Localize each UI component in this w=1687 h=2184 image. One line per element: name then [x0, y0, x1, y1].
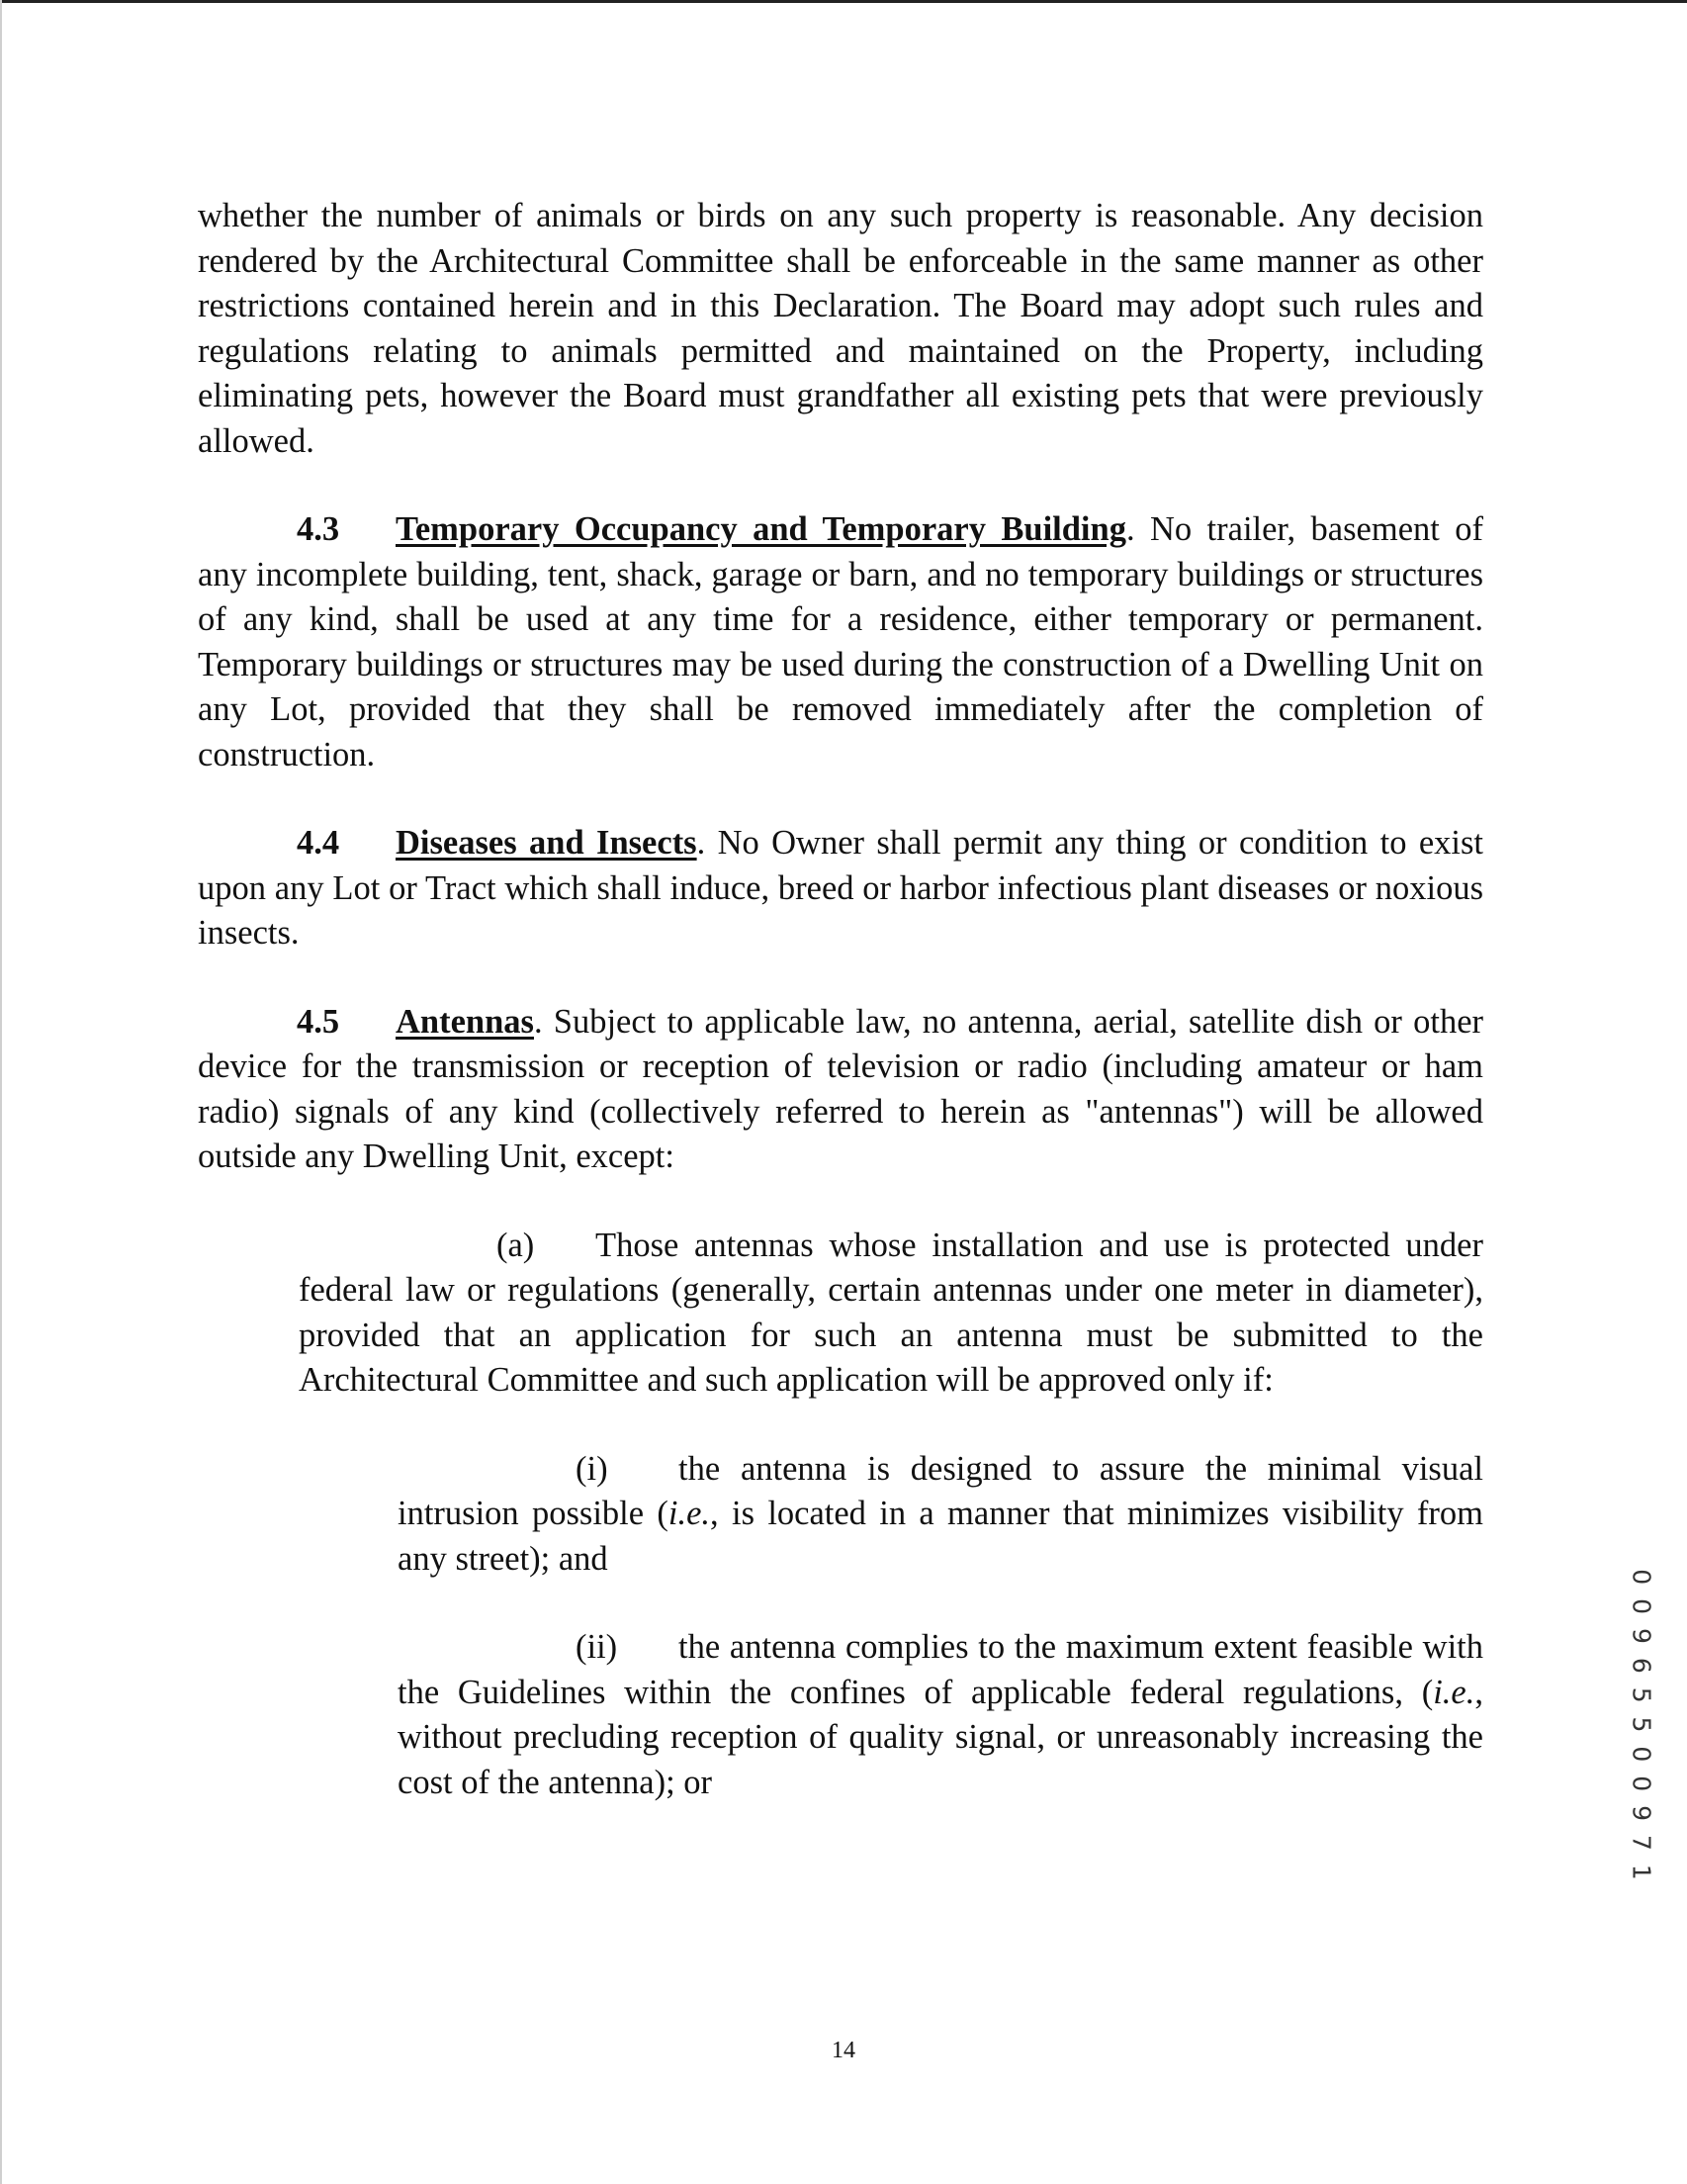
subsection-text-after: , is located in a manner that minimizes visibility from any street); and — [398, 1495, 1483, 1578]
subsection-text-before: the antenna complies to the maximum extent feasible with the Guidelines within the confines of applicable federal regulations, ( — [398, 1628, 1483, 1711]
top-scan-edge — [0, 0, 1687, 3]
section-4-3 — [198, 507, 1483, 777]
subsection-italic: i.e. — [1433, 1673, 1475, 1711]
intro-paragraph: whether the number of animals or birds on any such property is reasonable. Any decision rendered by the Architectural Committee shall be enforceable in the same manner as other restrictions contained herein and in this Declaration. The Board may adopt such rules and regulations relating to animals permitted and maintained on the Property, including eliminating pets, however the Board must grandfather all existing pets that were previously allowed. — [198, 197, 1483, 460]
section-body: . No trailer, basement of any incomplete building, tent, shack, garage or barn, and no temporary buildings or structures of any kind, shall be used at any time for a residence, either temporary or permanent. Temporary buildings or structures may be used during the construction of a Dwelling Unit on any Lot, provided that they shall be removed immediately after the completion of construction. — [198, 510, 1483, 774]
subsection-i — [398, 1447, 1483, 1583]
subsection-label: (a) — [496, 1226, 535, 1264]
section-title: Diseases and Insects — [396, 824, 697, 862]
subsection-italic: i.e. — [667, 1495, 711, 1532]
subsection-text-before: the antenna is designed to assure the minimal visual intrusion possible ( — [398, 1449, 1483, 1532]
subsection-text-after: , without precluding reception of quality signal, or unreasonably increasing the cost of the antenna); or — [398, 1673, 1483, 1801]
section-number: 4.4 — [297, 824, 340, 862]
section-body: . No Owner shall permit any thing or condition to exist upon any Lot or Tract which shall induce, breed or harbor infectious plant diseases or noxious insects. — [198, 824, 1484, 952]
bates-stamp — [1622, 1569, 1661, 1883]
bates-number: 0 0 9 6 5 5 0 0 9 7 1 — [1627, 1569, 1656, 1883]
section-number: 4.5 — [297, 1002, 340, 1041]
document-body — [198, 194, 1483, 1849]
page-number: 14 — [832, 2038, 855, 2063]
section-number: 4.3 — [297, 510, 340, 548]
subsection-text: Those antennas whose installation and use is protected under federal law or regulations (generally, certain antennas under one meter in diameter), provided that an application for such an antenna must be submitted to the Architectural Committee and such application will be approved only if: — [299, 1226, 1483, 1399]
section-4-5 — [198, 1000, 1483, 1180]
subsection-a — [299, 1224, 1483, 1404]
section-title: Temporary Occupancy and Temporary Building — [396, 510, 1126, 548]
subsection-label: (ii) — [576, 1628, 618, 1666]
section-4-4 — [198, 821, 1483, 956]
subsection-label: (i) — [576, 1449, 608, 1488]
section-title: Antennas — [396, 1002, 534, 1041]
section-body: . Subject to applicable law, no antenna, aerial, satellite dish or other device for the transmission or reception of television or radio (including amateur or ham radio) signals of any kind (collectively referred to herein as "antennas") will be allowed outside any Dwelling Unit, except: — [198, 1002, 1483, 1175]
left-scan-edge — [0, 0, 2, 2184]
subsection-ii — [398, 1625, 1483, 1805]
